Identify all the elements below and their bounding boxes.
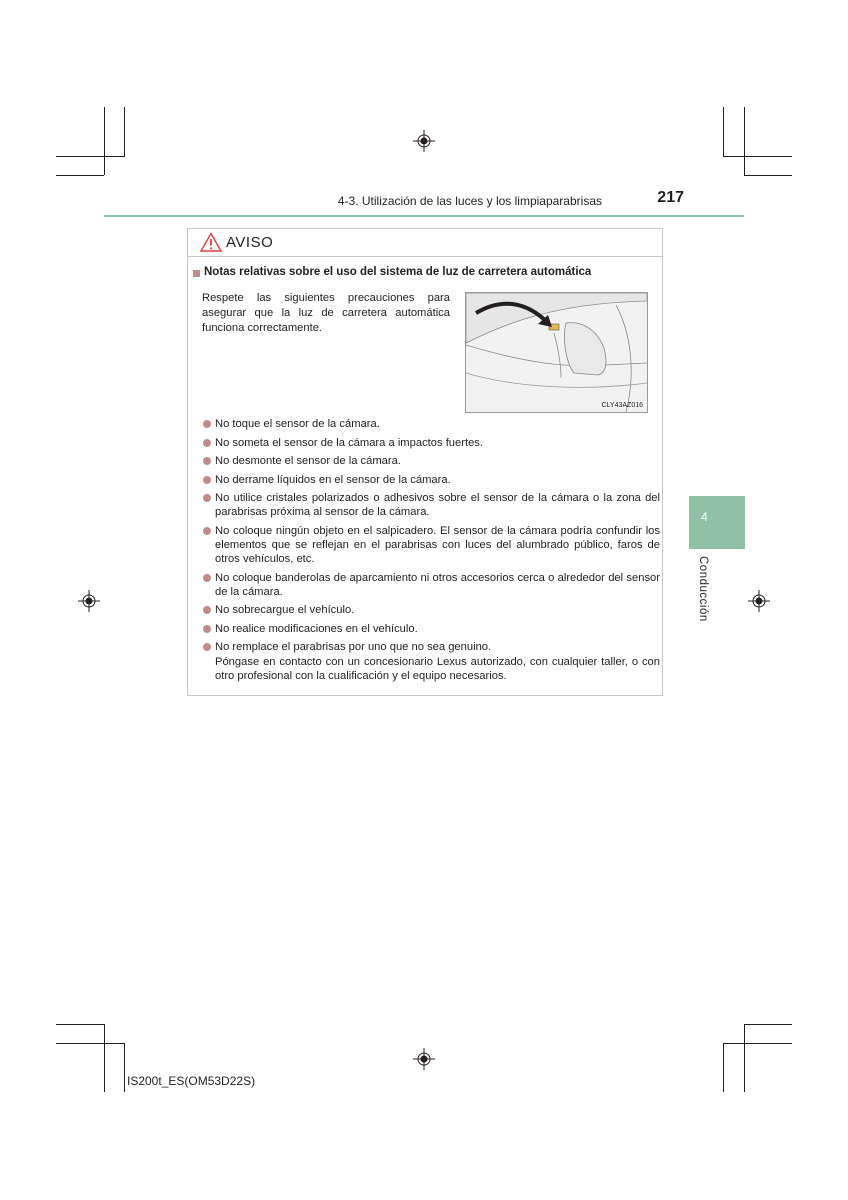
- section-square-icon: [193, 270, 200, 277]
- bullet-icon: [203, 420, 211, 428]
- bullet-icon: [203, 527, 211, 535]
- registration-mark-icon: [413, 1048, 435, 1070]
- warning-header: [188, 229, 662, 257]
- warning-label: AVISO: [226, 234, 274, 251]
- list-item: No utilice cristales polarizados o adhesivos sobre el sensor de la cámara o la zona del parabrisas próxima al sensor de la cámara.: [202, 491, 660, 519]
- list-item: No someta el sensor de la cámara a impactos fuertes.: [202, 436, 660, 450]
- list-item: No remplace el parabrisas por uno que no sea genuino. Póngase en contacto con un concesionario Lexus autorizado, con cualquier taller, o con otro profesional con la cualificación y el equipo necesarios.: [202, 640, 660, 683]
- bullet-icon: [203, 625, 211, 633]
- list-item: No coloque banderolas de aparcamiento ni otros accesorios cerca o alrededor del sensor de la cámara.: [202, 571, 660, 599]
- section-title: 4-3. Utilización de las luces y los limpiaparabrisas: [337, 194, 602, 208]
- list-item: No realice modificaciones en el vehículo.: [202, 622, 660, 636]
- section-heading: Notas relativas sobre el uso del sistema de luz de carretera automática: [204, 266, 592, 278]
- bullet-icon: [203, 457, 211, 465]
- list-item: No desmonte el sensor de la cámara.: [202, 454, 660, 468]
- chapter-label: Conducción: [697, 556, 709, 622]
- warning-triangle-icon: [200, 232, 222, 252]
- header-rule: [104, 215, 744, 217]
- list-item-note: Póngase en contacto con un concesionario Lexus autorizado, con cualquier taller, o con otro profesional con la cualificación y el equipo necesarios.: [215, 655, 660, 682]
- figure-code: CLY43AZ016: [601, 402, 643, 409]
- registration-mark-icon: [78, 590, 100, 612]
- camera-sensor-illustration: [465, 292, 648, 413]
- page-number: 217: [657, 189, 684, 206]
- list-item: No sobrecargue el vehículo.: [202, 603, 660, 617]
- chapter-number: 4: [701, 510, 708, 524]
- chapter-tab: [689, 496, 745, 549]
- bullet-icon: [203, 494, 211, 502]
- registration-mark-icon: [748, 590, 770, 612]
- bullet-icon: [203, 643, 211, 651]
- list-item: No coloque ningún objeto en el salpicadero. El sensor de la cámara podría confundir los elementos que se reflejan en el parabrisas con luces del alumbrado público, faros de otros vehículos, etc.: [202, 524, 660, 567]
- list-item: No derrame líquidos en el sensor de la cámara.: [202, 473, 660, 487]
- registration-mark-icon: [413, 130, 435, 152]
- bullet-icon: [203, 574, 211, 582]
- bullet-icon: [203, 606, 211, 614]
- bullet-icon: [203, 476, 211, 484]
- bullet-icon: [203, 439, 211, 447]
- car-interior-illustration: [466, 293, 647, 412]
- document-code: IS200t_ES(OM53D22S): [127, 1074, 256, 1088]
- precautions-list: [202, 417, 660, 687]
- list-item: No toque el sensor de la cámara.: [202, 417, 660, 431]
- warning-box: [187, 228, 663, 696]
- intro-paragraph: Respete las siguientes precauciones para asegurar que la luz de carretera automática funciona correctamente.: [202, 292, 450, 334]
